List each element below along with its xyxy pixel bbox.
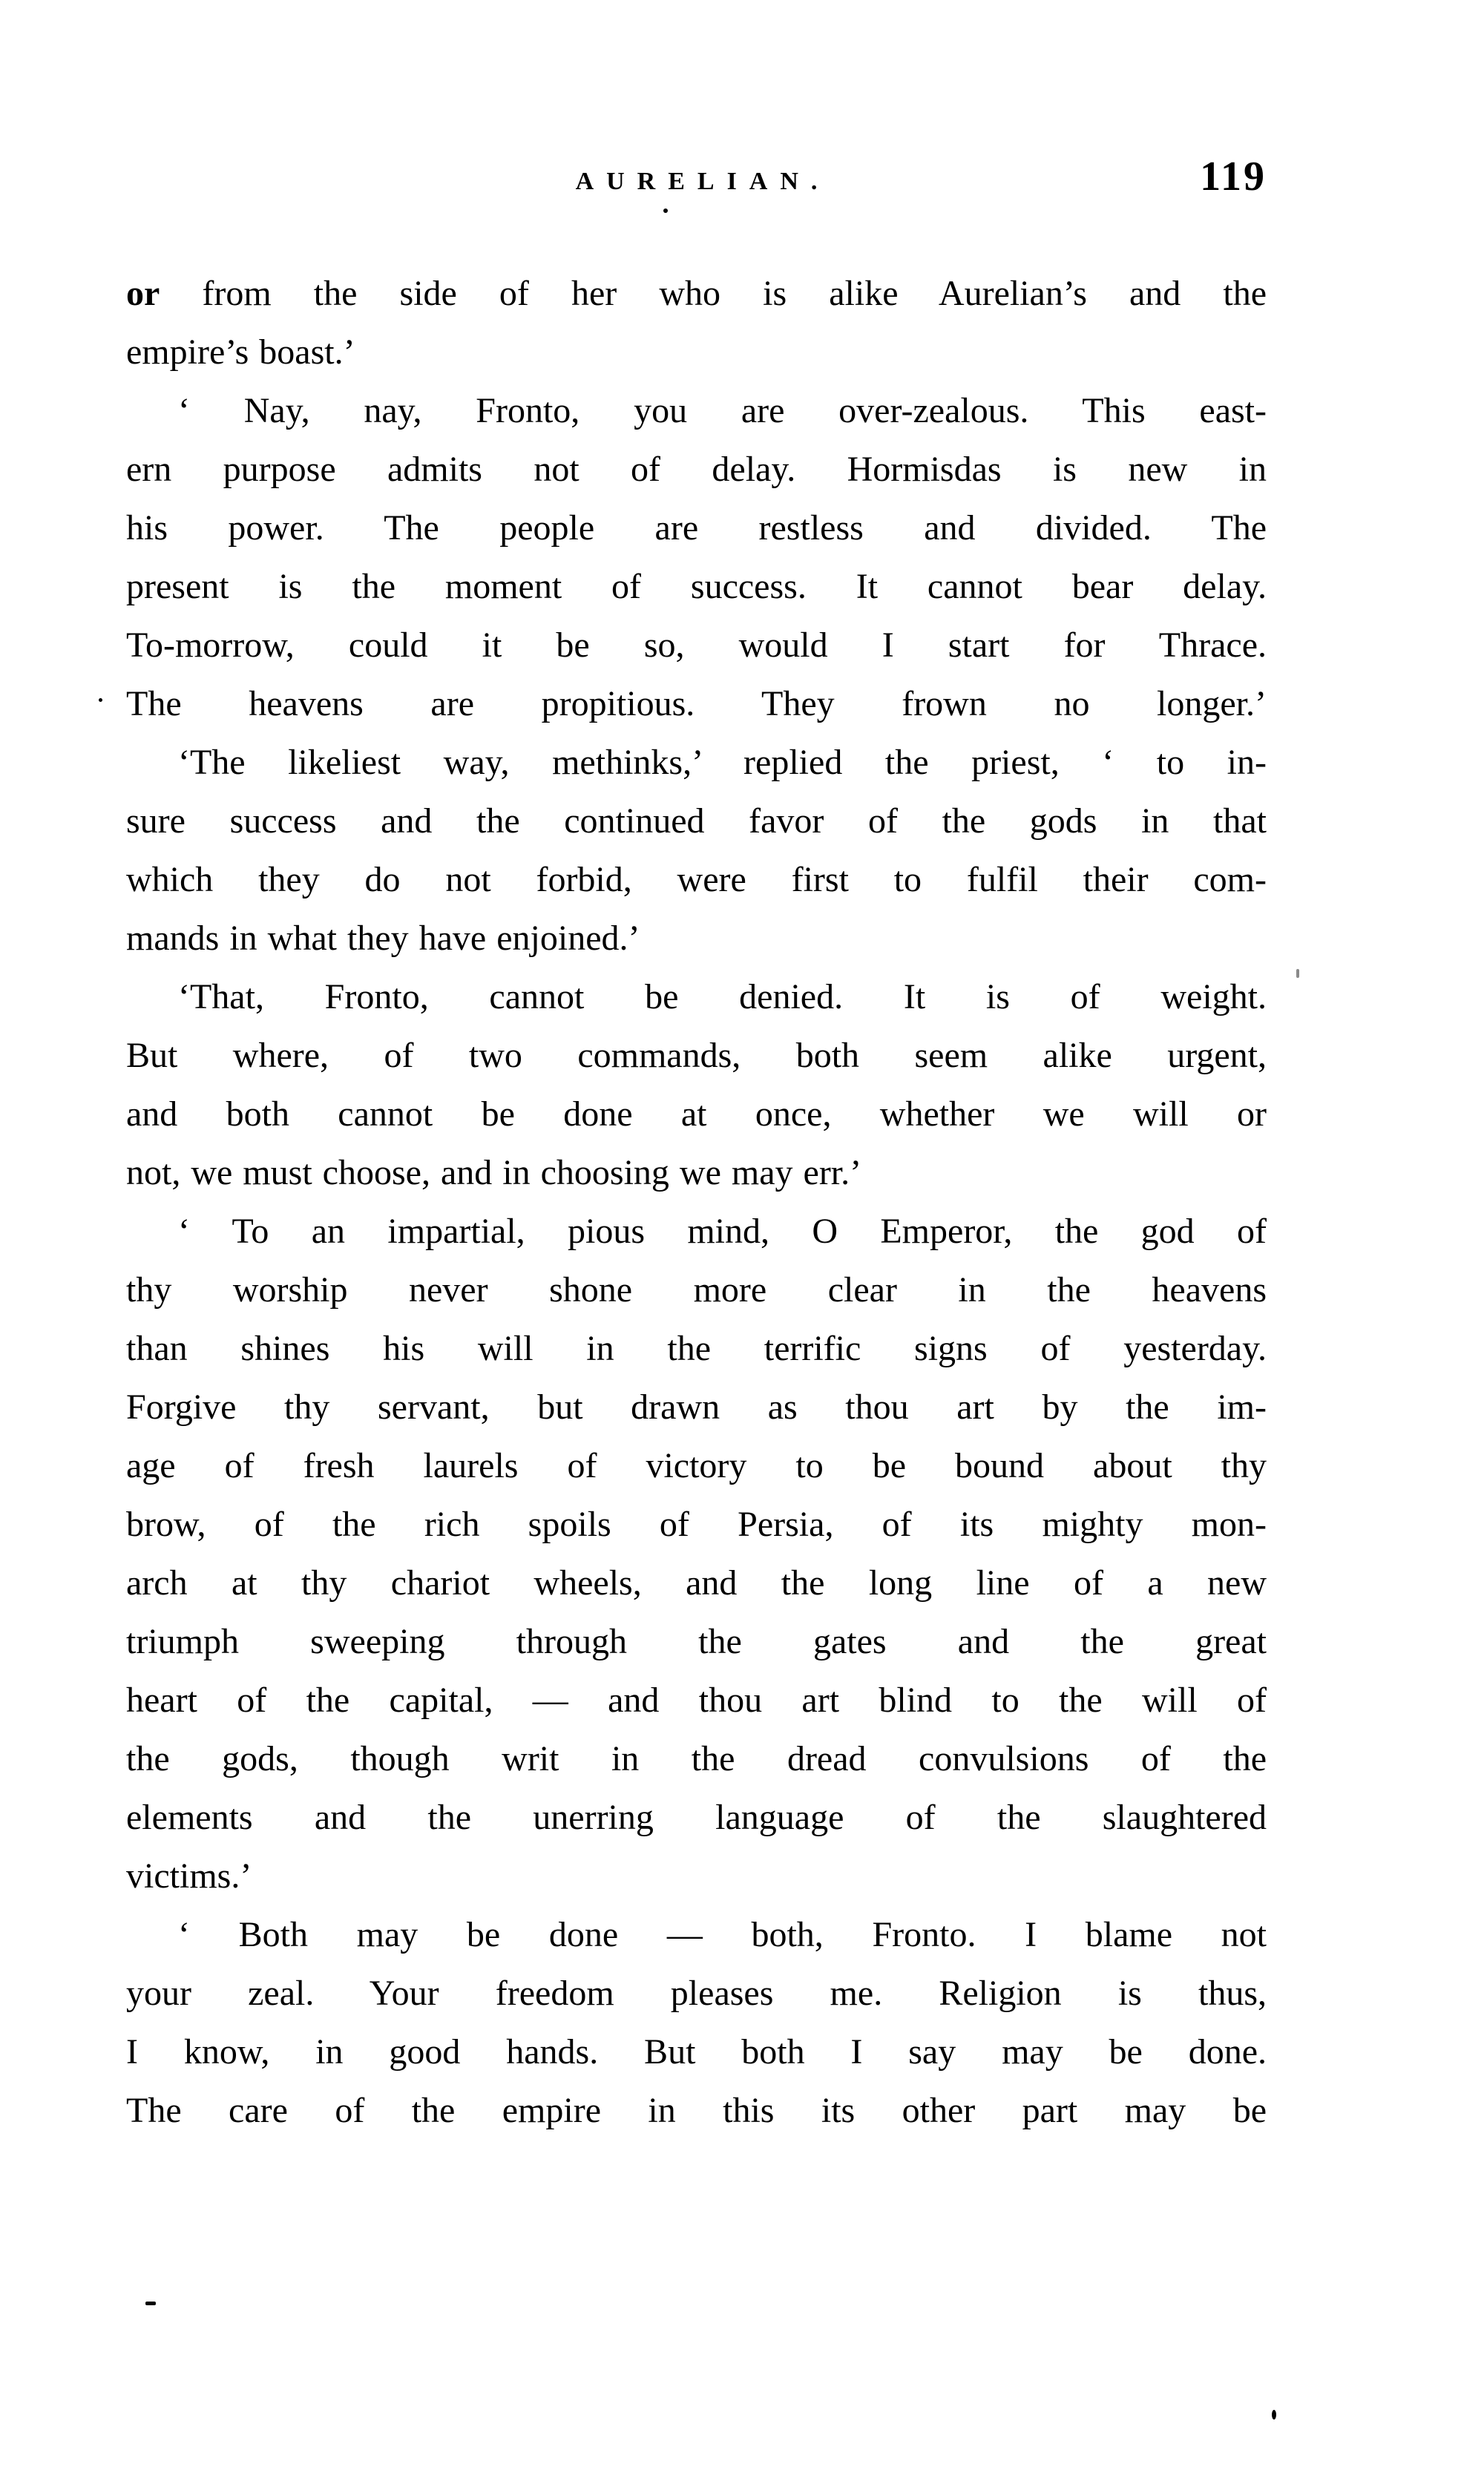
- text-line: triumph sweeping through the gates and the great: [126, 1622, 1267, 1661]
- text-line: arch at thy chariot wheels, and the long line of a new: [126, 1563, 1267, 1603]
- text-line: ‘ To an impartial, pious mind, O Emperor, the god of: [178, 1212, 1267, 1251]
- text-line: or from the side of her who is alike Aurelian’s and the: [126, 274, 1267, 313]
- text-line: I know, in good hands. But both I say may be done.: [126, 2032, 1267, 2072]
- text-line: The heavens are propitious. They frown no longer.’: [126, 684, 1267, 723]
- text-line: his power. The people are restless and divided. The: [126, 508, 1267, 548]
- text-line: To-morrow, could it be so, would I start for Thrace.: [126, 625, 1267, 665]
- ink-speck: [1296, 969, 1299, 978]
- text-line: not, we must choose, and in choosing we may err.’: [126, 1153, 862, 1192]
- text-line: thy worship never shone more clear in the heavens: [126, 1270, 1267, 1310]
- text-line: and both cannot be done at once, whether we will or: [126, 1094, 1267, 1134]
- text-line: ‘That, Fronto, cannot be denied. It is of weight.: [178, 977, 1267, 1016]
- text-line: Forgive thy servant, but drawn as thou art by the im-: [126, 1387, 1267, 1427]
- text-line: mands in what they have enjoined.’: [126, 919, 640, 958]
- text-line: The care of the empire in this its other part may be: [126, 2091, 1267, 2130]
- text-line: elements and the unerring language of the slaughtered: [126, 1798, 1267, 1837]
- ink-speck: [1272, 2410, 1276, 2420]
- text-line: which they do not forbid, were first to fulfil their com-: [126, 860, 1267, 899]
- text-line: present is the moment of success. It cannot bear delay.: [126, 567, 1267, 606]
- text-line: sure success and the continued favor of the gods in that: [126, 801, 1267, 841]
- text-line: than shines his will in the terrific signs of yesterday.: [126, 1329, 1267, 1368]
- text-line: the gods, though writ in the dread convulsions of the: [126, 1739, 1267, 1778]
- ink-speck: [99, 698, 102, 702]
- text-line: age of fresh laurels of victory to be bound about thy: [126, 1446, 1267, 1485]
- text-line: But where, of two commands, both seem alike urgent,: [126, 1036, 1267, 1075]
- text-line: ‘ Nay, nay, Fronto, you are over-zealous. This east-: [178, 391, 1267, 430]
- text-line: heart of the capital, — and thou art blind to the will of: [126, 1681, 1267, 1720]
- page-number: 119: [1200, 154, 1267, 200]
- margin-dash-mark: [145, 2302, 156, 2305]
- text-line: ern purpose admits not of delay. Hormisdas is new in: [126, 450, 1267, 489]
- text-line: ‘The likeliest way, methinks,’ replied the priest, ‘ to in-: [178, 743, 1267, 782]
- text-line: empire’s boast.’: [126, 332, 355, 372]
- text-block: [126, 264, 1267, 2140]
- text-line: victims.’: [126, 1856, 252, 1896]
- running-title: AURELIAN.: [575, 168, 830, 195]
- text-line: brow, of the rich spoils of Persia, of its mighty mon-: [126, 1505, 1267, 1544]
- text-line: your zeal. Your freedom pleases me. Religion is thus,: [126, 1974, 1267, 2013]
- ink-speck: [663, 208, 668, 213]
- text-line: ‘ Both may be done — both, Fronto. I blame not: [178, 1915, 1267, 1954]
